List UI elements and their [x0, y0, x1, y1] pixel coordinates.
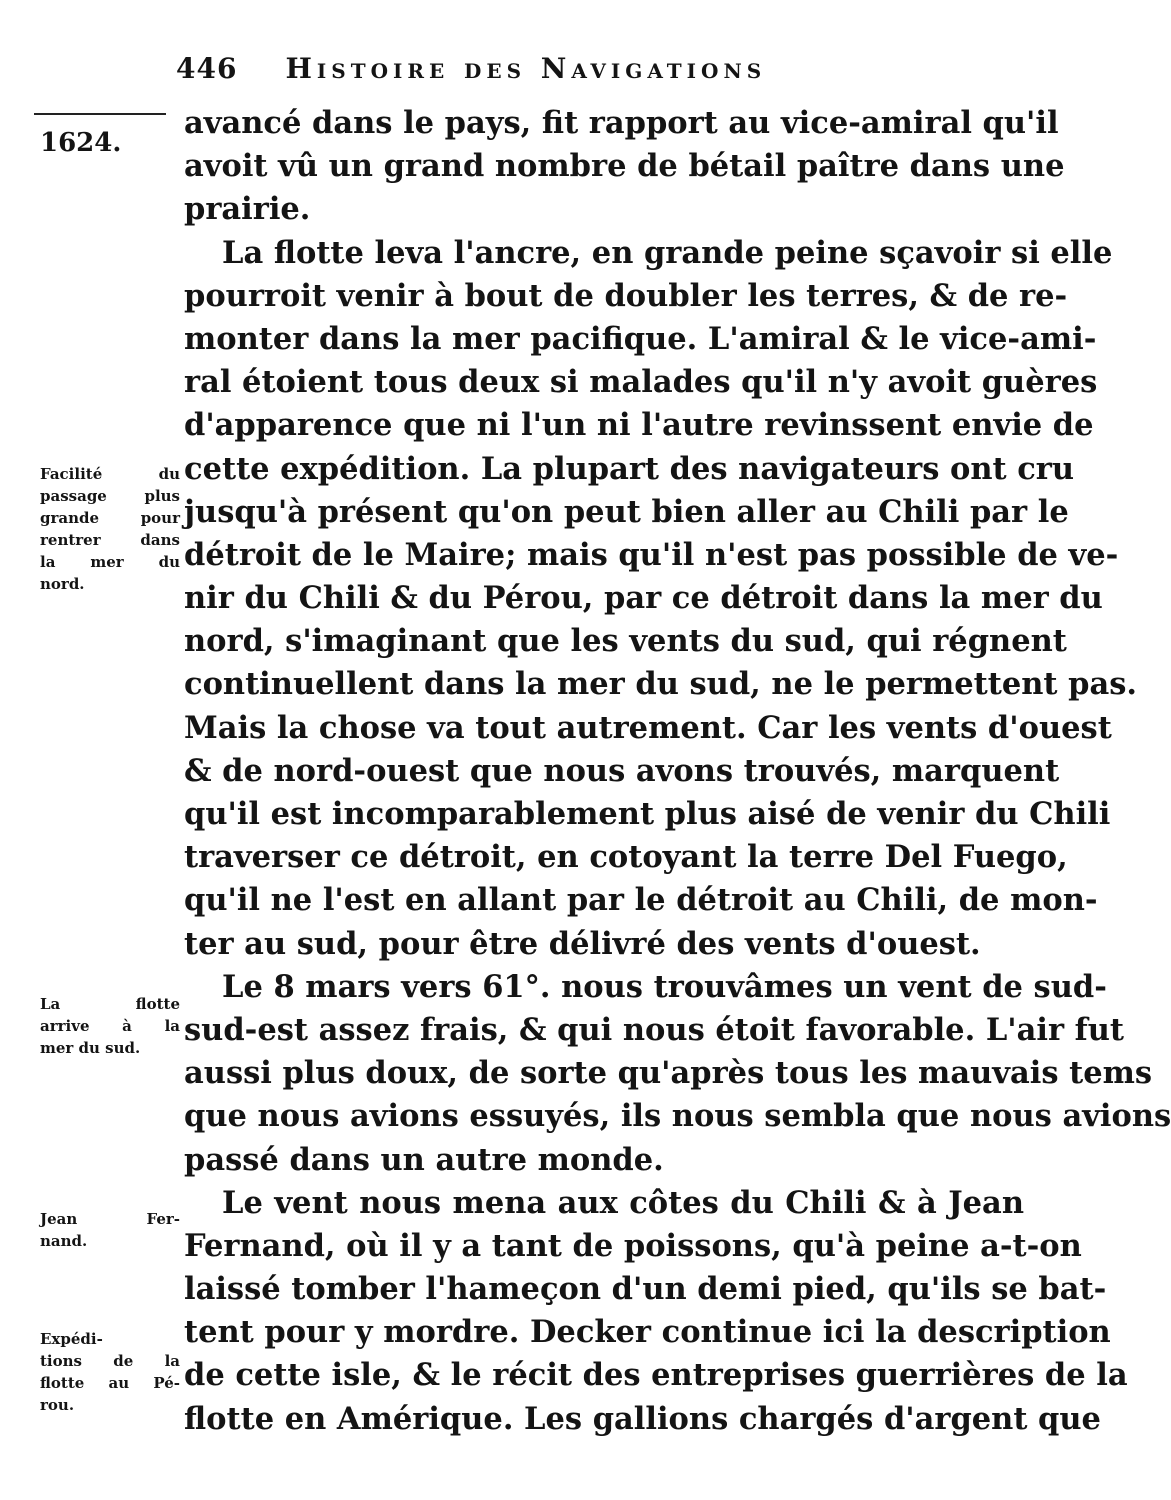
margin-note-expeditions: [40, 1328, 180, 1416]
body-line: passé dans un autre monde.: [184, 1141, 664, 1178]
body-line: que nous avions essuyés, ils nous sembla que nous avions: [184, 1098, 1171, 1135]
margin-note-line: La flotte: [40, 995, 180, 1013]
body-line: tent pour y mordre. Decker continue ici la description: [184, 1314, 1111, 1351]
body-line: ter au sud, pour être délivré des vents d'ouest.: [184, 925, 981, 962]
margin-note-passage: [40, 463, 180, 595]
body-line: de cette isle, & le récit des entreprises guerrières de la: [184, 1357, 1128, 1394]
body-line: & de nord-ouest que nous avons trouvés, marquent: [184, 752, 1060, 789]
body-line: avancé dans le pays, fit rapport au vice-amiral qu'il: [184, 105, 1059, 141]
body-line: Le 8 mars vers 61°. nous trouvâmes un vent de sud-: [222, 968, 1107, 1005]
body-line: nord, s'imaginant que les vents du sud, qui régnent: [184, 623, 1067, 660]
margin-note-line: Jean Fer-: [40, 1210, 180, 1228]
body-text: [184, 102, 1171, 1441]
body-line: qu'il est incomparablement plus aisé de venir du Chili: [184, 796, 1111, 832]
body-line: flotte en Amérique. Les gallions chargés d'argent que: [184, 1400, 1101, 1437]
body-line: traverser ce détroit, en cotoyant la terre Del Fuego,: [184, 839, 1068, 876]
page-header: [176, 52, 936, 96]
body-line: qu'il ne l'est en allant par le détroit au Chili, de mon-: [184, 882, 1098, 919]
body-line: aussi plus doux, de sorte qu'après tous les mauvais tems: [184, 1055, 1153, 1092]
running-title: Histoire des Navigations: [285, 52, 767, 85]
margin-year: 1624.: [40, 128, 122, 158]
body-line: Mais la chose va tout autrement. Car les vents d'ouest: [184, 709, 1112, 746]
body-line: pourroit venir à bout de doubler les terres, & de re-: [184, 277, 1068, 314]
margin-note-line: passage plus: [40, 487, 180, 505]
body-line: sud-est assez frais, & qui nous étoit favorable. L'air fut: [184, 1011, 1125, 1048]
body-line: détroit de le Maire; mais qu'il n'est pas possible de ve-: [184, 536, 1119, 573]
body-line: nir du Chili & du Pérou, par ce détroit dans la mer du: [184, 580, 1103, 617]
margin-note-line: la mer du: [40, 553, 180, 571]
body-line: La flotte leva l'ancre, en grande peine sçavoir si elle: [222, 234, 1113, 271]
margin-note-line: tions de la: [40, 1352, 180, 1370]
body-line: monter dans la mer pacifique. L'amiral & le vice-ami-: [184, 320, 1097, 357]
margin-note-line: grande pour: [40, 509, 180, 527]
body-line: ral étoient tous deux si malades qu'il n'y avoit guères: [184, 364, 1098, 401]
body-line: cette expédition. La plupart des navigateurs ont cru: [184, 450, 1075, 487]
body-line: continuellent dans la mer du sud, ne le permettent pas.: [184, 666, 1138, 703]
margin-note-line: Expédi-: [40, 1330, 103, 1348]
body-line: laissé tomber l'hameçon d'un demi pied, qu'ils se bat-: [184, 1271, 1107, 1308]
margin-note-jean-fernand: [40, 1208, 180, 1252]
margin-note-line: nord.: [40, 575, 85, 593]
body-line: jusqu'à présent qu'on peut bien aller au Chili par le: [184, 493, 1069, 530]
margin-note-line: rou.: [40, 1396, 75, 1414]
body-line: Le vent nous mena aux côtes du Chili & à Jean: [222, 1184, 1024, 1221]
body-line: prairie.: [184, 191, 311, 228]
margin-note-line: flotte au Pé-: [40, 1374, 180, 1392]
margin-note-line: arrive à la: [40, 1017, 180, 1035]
body-line: avoit vû un grand nombre de bétail paître dans une: [184, 148, 1065, 185]
margin-note-line: Facilité du: [40, 465, 180, 483]
margin-note-line: rentrer dans: [40, 531, 180, 549]
margin-note-fleet: [40, 993, 180, 1059]
margin-rule: [34, 113, 166, 115]
margin-note-line: nand.: [40, 1232, 88, 1250]
body-line: Fernand, où il y a tant de poissons, qu'à peine a-t-on: [184, 1227, 1082, 1264]
margin-note-line: mer du sud.: [40, 1039, 141, 1057]
page-number: 446: [176, 52, 238, 85]
body-line: d'apparence que ni l'un ni l'autre revinssent envie de: [184, 407, 1094, 444]
